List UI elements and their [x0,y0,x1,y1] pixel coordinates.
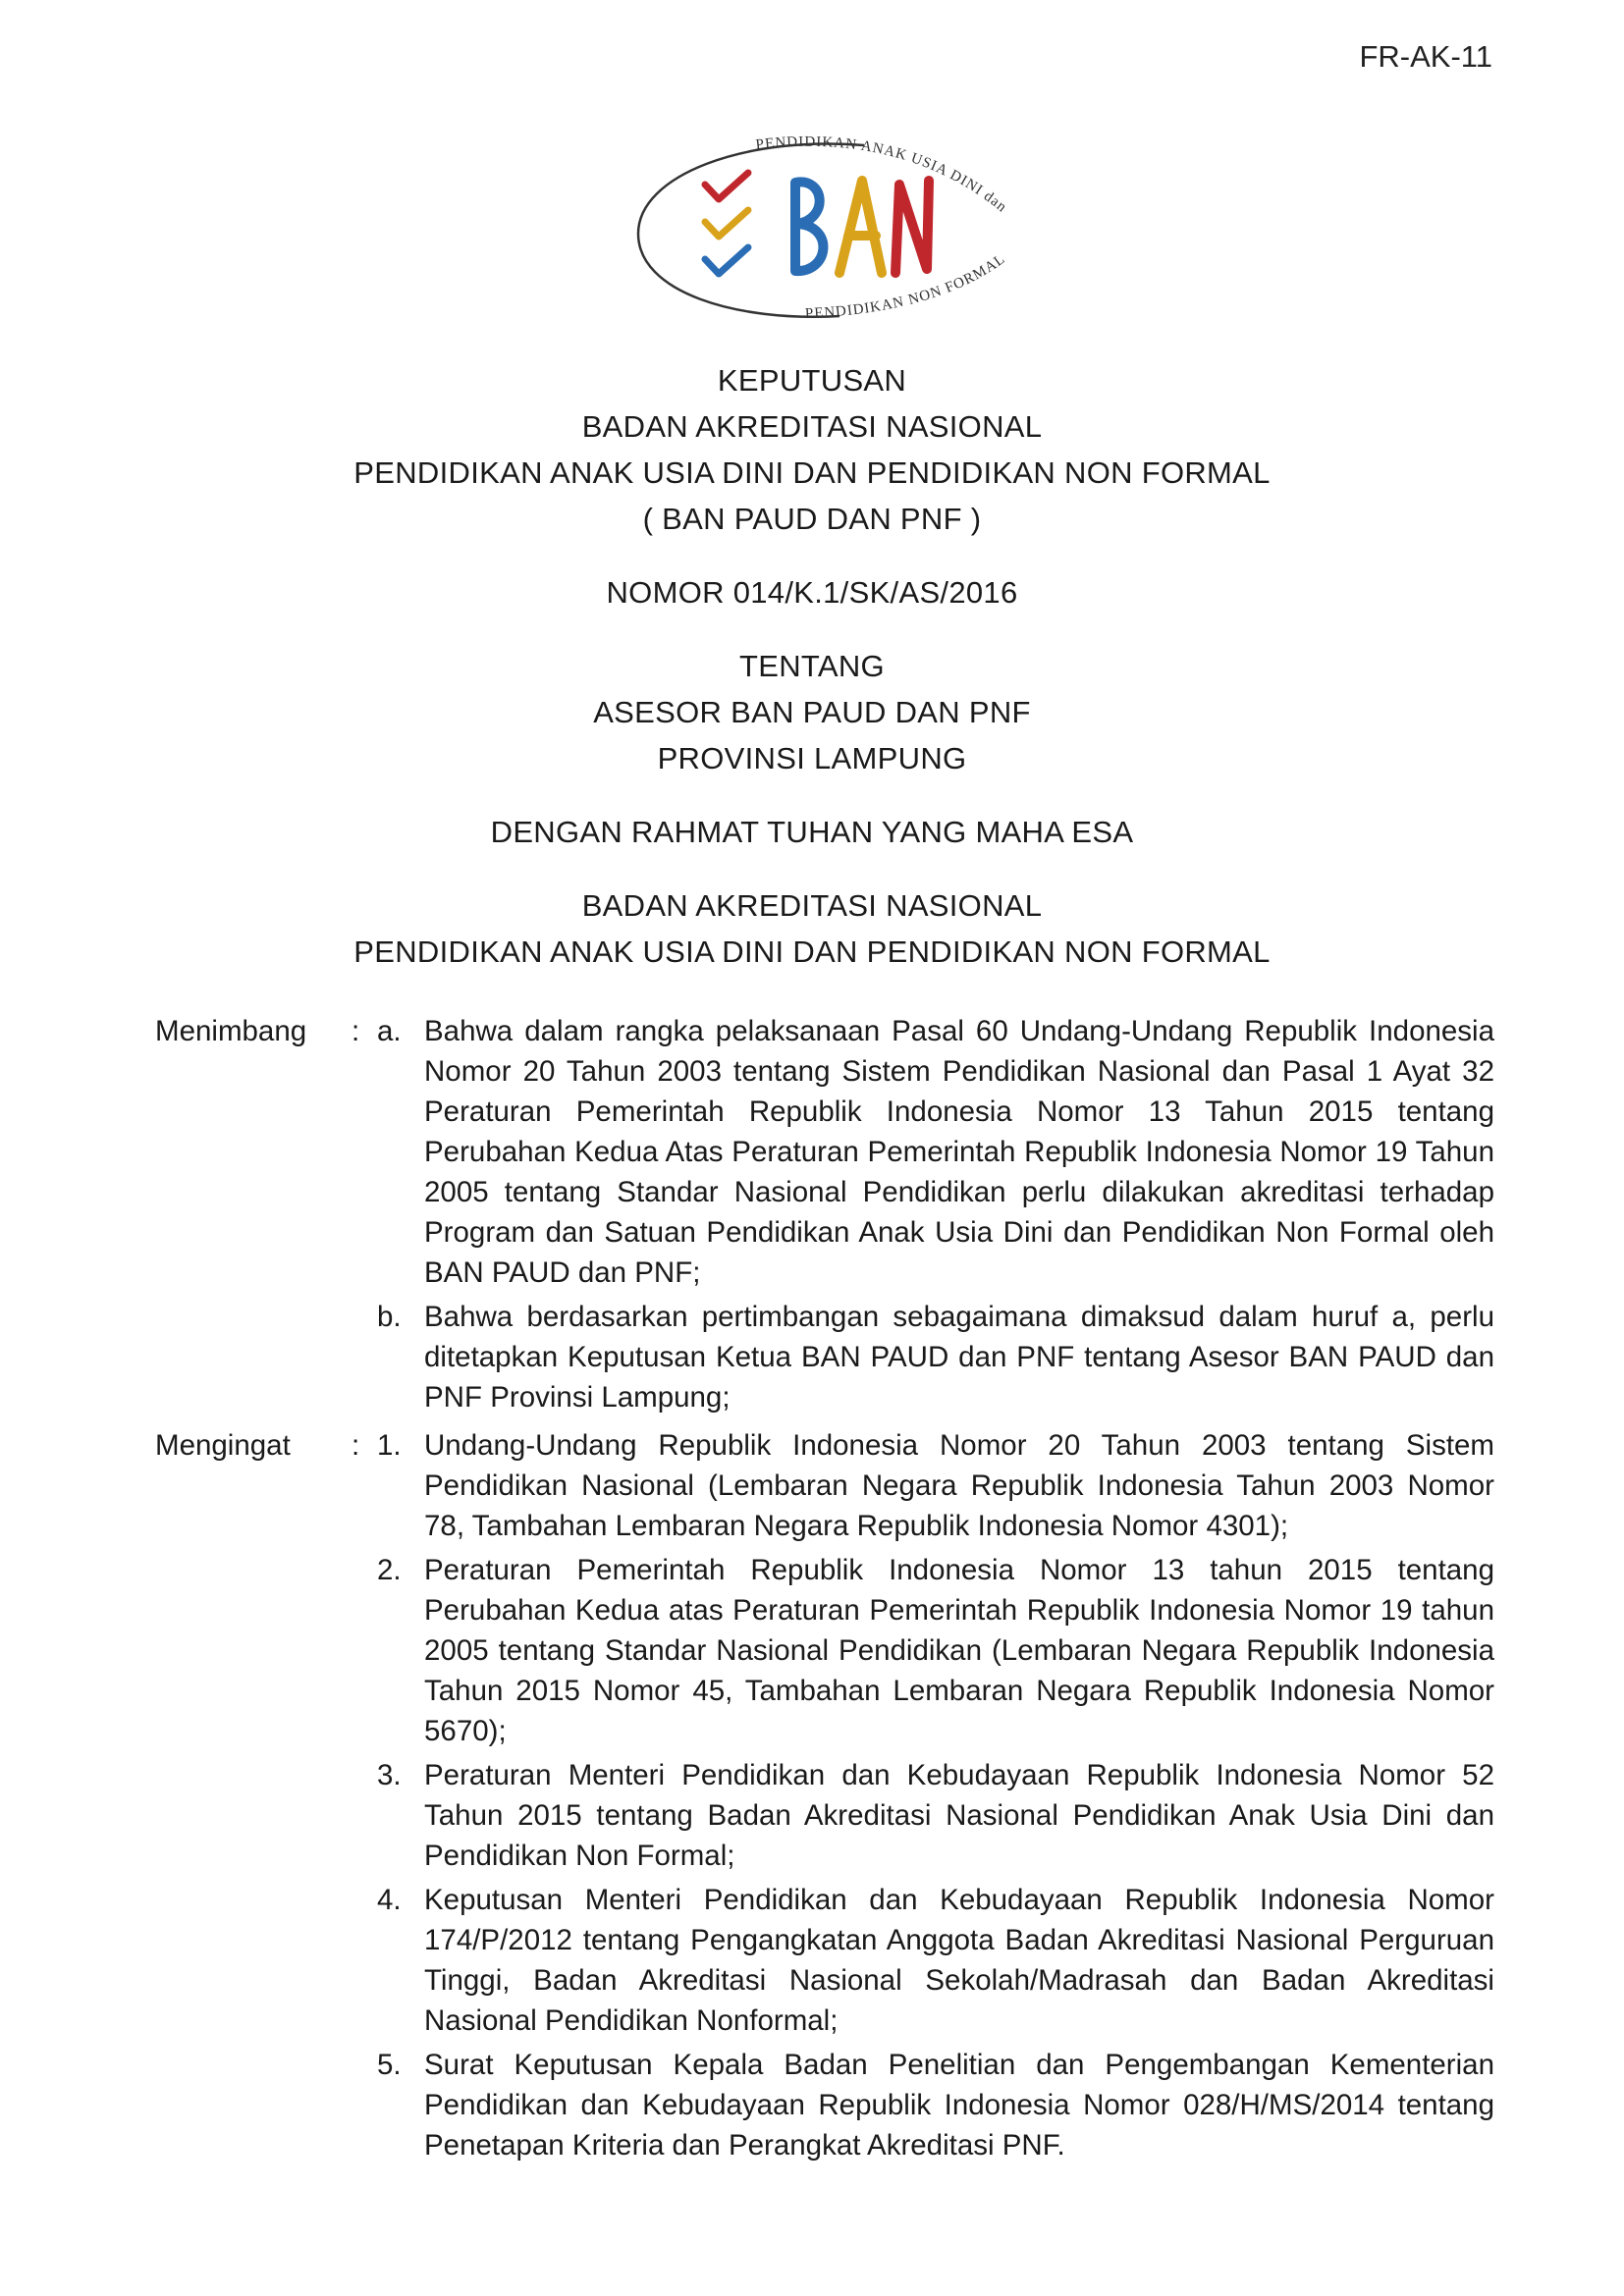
list-item [377,1755,1494,1876]
document-body [155,1011,1494,2173]
item-text: Bahwa berdasarkan pertimbangan sebagaimana dimaksud dalam huruf a, perlu ditetapkan Keputusan Ketua BAN PAUD dan PNF tentang Asesor BAN PAUD dan PNF Provinsi Lampung; [424,1301,1494,1414]
section-colon: : [352,1015,360,1047]
checkmark-icon-red [705,173,748,199]
list-item [377,1550,1494,1751]
header-line: ( BAN PAUD DAN PNF ) [642,502,982,536]
header-line: PROVINSI LAMPUNG [657,741,967,775]
header-line: BADAN AKREDITASI NASIONAL [581,409,1043,444]
item-marker: 3. [377,1759,402,1791]
item-marker: 5. [377,2049,402,2081]
header-line: TENTANG [739,649,885,683]
item-marker: a. [377,1015,402,1047]
header-line: PENDIDIKAN ANAK USIA DINI DAN PENDIDIKAN NON FORMAL [353,455,1271,490]
header-block-tentang [0,643,1624,781]
list-item [377,1880,1494,2041]
section-menimbang [155,1011,1494,1421]
list-item [377,1011,1494,1293]
list-item [377,1425,1494,1546]
header-line: KEPUTUSAN [717,363,907,398]
list-item [377,1297,1494,1417]
header-line: PENDIDIKAN ANAK USIA DINI DAN PENDIDIKAN NON FORMAL [353,934,1271,969]
item-text: Undang-Undang Republik Indonesia Nomor 20 Tahun 2003 tentang Sistem Pendidikan Nasional (Lembaran Negara Republik Indonesia Tahun 2003 Nomor 78, Tambahan Lembaran Negara Republik Indonesia Nomor 4301); [424,1429,1494,1542]
section-mengingat [155,1425,1494,2169]
header-block-title [0,357,1624,542]
item-text: Bahwa dalam rangka pelaksanaan Pasal 60 Undang-Undang Republik Indonesia Nomor 20 Tahun 2003 tentang Sistem Pendidikan Nasional dan Pasal 1 Ayat 32 Peraturan Pemerintah Republik Indonesia Nomor 13 Tahun 2015 tentang Perubahan Kedua Atas Peraturan Pemerintah Republik Indonesia Nomor 19 Tahun 2005 tentang Standar Nasional Pendidikan perlu dilakukan akreditasi terhadap Program dan Satuan Pendidikan Anak Usia Dini dan Pendidikan Non Formal oleh BAN PAUD dan PNF; [424,1015,1494,1289]
item-text: Surat Keputusan Kepala Badan Penelitian dan Pengembangan Kementerian Pendidikan dan Kebudayaan Republik Indonesia Nomor 028/H/MS/2014 tentang Penetapan Kriteria dan Perangkat Akreditasi PNF. [424,2049,1494,2162]
header-block-nomor [0,569,1624,615]
form-code: FR-AK-11 [1359,39,1492,74]
ban-logo [628,126,1031,332]
section-items [377,1425,1494,2169]
section-items [377,1011,1494,1421]
item-marker: 1. [377,1429,402,1462]
header-line: DENGAN RAHMAT TUHAN YANG MAHA ESA [490,815,1134,849]
item-text: Keputusan Menteri Pendidikan dan Kebudayaan Republik Indonesia Nomor 174/P/2012 tentang Pengangkatan Anggota Badan Akreditasi Nasional Perguruan Tinggi, Badan Akreditasi Nasional Sekolah/Madrasah dan Badan Akreditasi Nasional Pendidikan Nonformal; [424,1884,1494,2037]
decree-number: NOMOR 014/K.1/SK/AS/2016 [606,575,1018,610]
list-item [377,2045,1494,2165]
logo-text-bottom: PENDIDIKAN NON FORMAL [804,250,1009,323]
header-block-rahmat [0,809,1624,855]
logo-text-top: PENDIDIKAN ANAK USIA DINI dan [754,133,1010,216]
document-header [0,357,1624,1002]
checkmark-icon-gold [705,210,748,237]
item-text: Peraturan Pemerintah Republik Indonesia Nomor 13 tahun 2015 tentang Perubahan Kedua atas Peraturan Pemerintah Republik Indonesia Nomor 19 tahun 2005 tentang Standar Nasional Pendidikan (Lembaran Negara Republik Indonesia Tahun 2015 Nomor 45, Tambahan Lembaran Negara Republik Indonesia Nomor 5670); [424,1554,1494,1747]
header-line: ASESOR BAN PAUD DAN PNF [593,695,1031,729]
header-block-issuer [0,882,1624,975]
item-marker: b. [377,1301,402,1333]
checkmark-icon-blue [705,247,748,274]
section-colon: : [352,1429,360,1462]
section-label: Mengingat [155,1429,291,1462]
logo-ellipse [638,143,864,316]
section-label: Menimbang [155,1015,307,1047]
header-line: BADAN AKREDITASI NASIONAL [581,888,1043,923]
ban-wordmark [795,181,929,273]
item-text: Peraturan Menteri Pendidikan dan Kebudayaan Republik Indonesia Nomor 52 Tahun 2015 tentang Badan Akreditasi Nasional Pendidikan Anak Usia Dini dan Pendidikan Non Formal; [424,1759,1494,1872]
item-marker: 2. [377,1554,402,1586]
item-marker: 4. [377,1884,402,1916]
